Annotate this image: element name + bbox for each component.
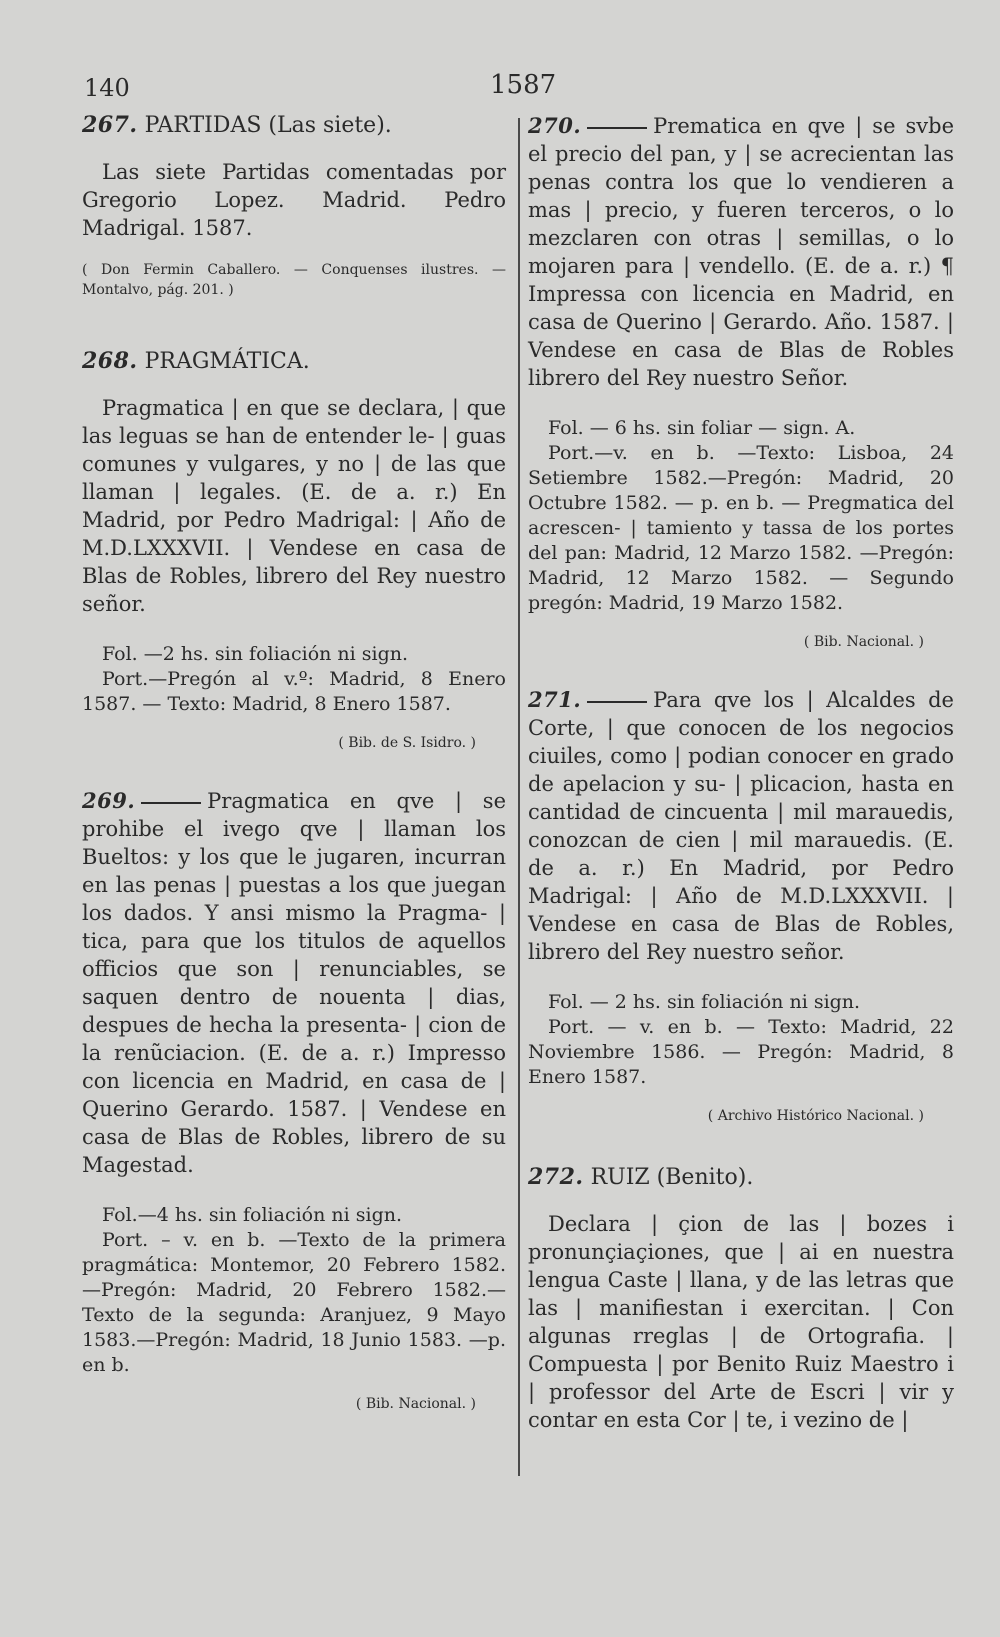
entry-port: Port. – v. en b. —Texto de la primera pragmática: Montemor, 20 Febrero 1582. —Pregón: Madrid, 20 Febrero 1582.— Texto de la segunda: Aranjuez, 9 Mayo 1583.—Pregón: Madrid, 18 Junio 1583. —p. en b. (82, 1229, 506, 1376)
entry-fol: Fol. — 2 hs. sin foliación ni sign. (548, 991, 861, 1013)
entry-title: PARTIDAS (Las siete). (144, 113, 392, 138)
entry-title: RUIZ (Benito). (590, 1165, 754, 1190)
entry-269 (82, 787, 506, 1412)
entry-number: 268. (82, 348, 138, 374)
entry-collation (82, 642, 506, 717)
entry-title: PRAGMÁTICA. (144, 349, 310, 374)
entry-number: 267. (82, 112, 138, 138)
entry-text-content: Pragmatica en qve | se prohibe el ivego qve | llaman los Bueltos: y los que le jugaren, incurran en las penas | puestas a los que juegan los dados. Y ansi mismo la Pragma- | tica, para que los titulos de aquellos officios que son | renunciables, se saquen dentro de nouenta | dias, despues de hecha la presenta- | cion de la renũciacion. (E. de a. r.) Impresso con licencia en Madrid, en casa de | Querino Gerardo. 1587. | Vendese en casa de Blas de Robles, librero de su Magestad. (82, 789, 506, 1177)
entry-272 (528, 1164, 954, 1434)
entry-source: ( Bib. Nacional. ) (803, 634, 924, 650)
entry-number: 271. (528, 687, 582, 712)
entry-text: Declara | çion de las | bozes i pronunçiaçiones, que | ai en nuestra lengua Caste | llana, y de las letras que las | manifiestan i exercitan. | Con algunas rreglas | de Ortografia. | Compuesta | por Benito Ruiz Maestro i | professor del Arte de Escri | vir y contar en esta Cor | te, i vezino de | (528, 1212, 954, 1432)
running-head-year: 1587 (490, 70, 557, 100)
entry-note: ( Don Fermin Caballero. — Conquenses ilustres. —Montalvo, pág. 201. ) (82, 262, 506, 298)
entry-dash (587, 127, 647, 129)
entry-fol: Fol. — 6 hs. sin foliar — sign. A. (548, 417, 856, 439)
column-divider (518, 118, 520, 1476)
entry-text (82, 787, 506, 1179)
entry-heading (528, 1164, 954, 1190)
entry-dash (587, 701, 647, 703)
entry-number: 270. (528, 113, 582, 138)
left-column (82, 112, 506, 1412)
entry-dash (141, 802, 201, 804)
entry-268 (82, 348, 506, 751)
entry-text-content: Prematica en qve | se svbe el precio del pan, y | se acrecientan las penas contra los que lo vendieren a mas | precio, y fueren terceros, o lo mezclaren con otras | semillas, o lo mojaren para | vendello. (E. de a. r.) ¶ Impressa con licencia en Madrid, en casa de Querino | Gerardo. Año. 1587. | Vendese en casa de Blas de Robles librero del Rey nuestro Señor. (528, 114, 954, 390)
entry-267 (82, 112, 506, 300)
entry-port: Port.—Pregón al v.º: Madrid, 8 Enero 1587. — Texto: Madrid, 8 Enero 1587. (82, 668, 506, 715)
entry-271 (528, 686, 954, 1124)
entry-text-content: Para qve los | Alcaldes de Corte, | que conocen de los negocios ciuiles, como | podian conocer en grado de apelacion y su- | plicacion, hasta en cantidad de cincuenta | mil marauedis, conozcan de cien | mil marauedis. (E. de a. r.) En Madrid, por Pedro Madrigal: | Año de M.D.LXXXVII. | Vendese en casa de Blas de Robles, librero del Rey nuestro señor. (528, 688, 954, 964)
entry-text (528, 686, 954, 966)
entry-fol: Fol. —2 hs. sin foliación ni sign. (102, 643, 409, 665)
entry-text: Las siete Partidas comentadas por Gregorio Lopez. Madrid. Pedro Madrigal. 1587. (82, 160, 506, 240)
right-column (528, 112, 954, 1434)
entry-port: Port.—v. en b. —Texto: Lisboa, 24 Setiembre 1582.—Pregón: Madrid, 20 Octubre 1582. — p. en b. — Pregmatica del acrescen- | tamiento y tassa de los portes del pan: Madrid, 12 Marzo 1582. —Pregón: Madrid, 12 Marzo 1582. — Segundo pregón: Madrid, 19 Marzo 1582. (528, 442, 954, 614)
entry-number: 272. (528, 1164, 584, 1190)
entry-number: 269. (82, 788, 136, 813)
entry-text: Pragmatica | en que se declara, | que las leguas se han de entender le- | guas comunes y vulgares, y no | de las que llaman | legales. (E. de a. r.) En Madrid, por Pedro Madrigal: | Año de M.D.LXXXVII. | Vendese en casa de Blas de Robles, librero del Rey nuestro señor. (82, 396, 506, 616)
entry-port: Port. — v. en b. — Texto: Madrid, 22 Noviembre 1586. — Pregón: Madrid, 8 Enero 1587. (528, 1016, 954, 1088)
entry-collation (528, 416, 954, 616)
entry-heading (82, 112, 506, 138)
entry-source: ( Bib. de S. Isidro. ) (338, 735, 476, 751)
entry-source: ( Bib. Nacional. ) (355, 1396, 476, 1412)
entry-text (528, 112, 954, 392)
entry-collation (82, 1203, 506, 1378)
page-number: 140 (84, 74, 130, 102)
entry-270 (528, 112, 954, 650)
entry-collation (528, 990, 954, 1090)
entry-heading (82, 348, 506, 374)
entry-fol: Fol.—4 hs. sin foliación ni sign. (102, 1204, 403, 1226)
entry-source: ( Archivo Histórico Nacional. ) (707, 1108, 924, 1124)
